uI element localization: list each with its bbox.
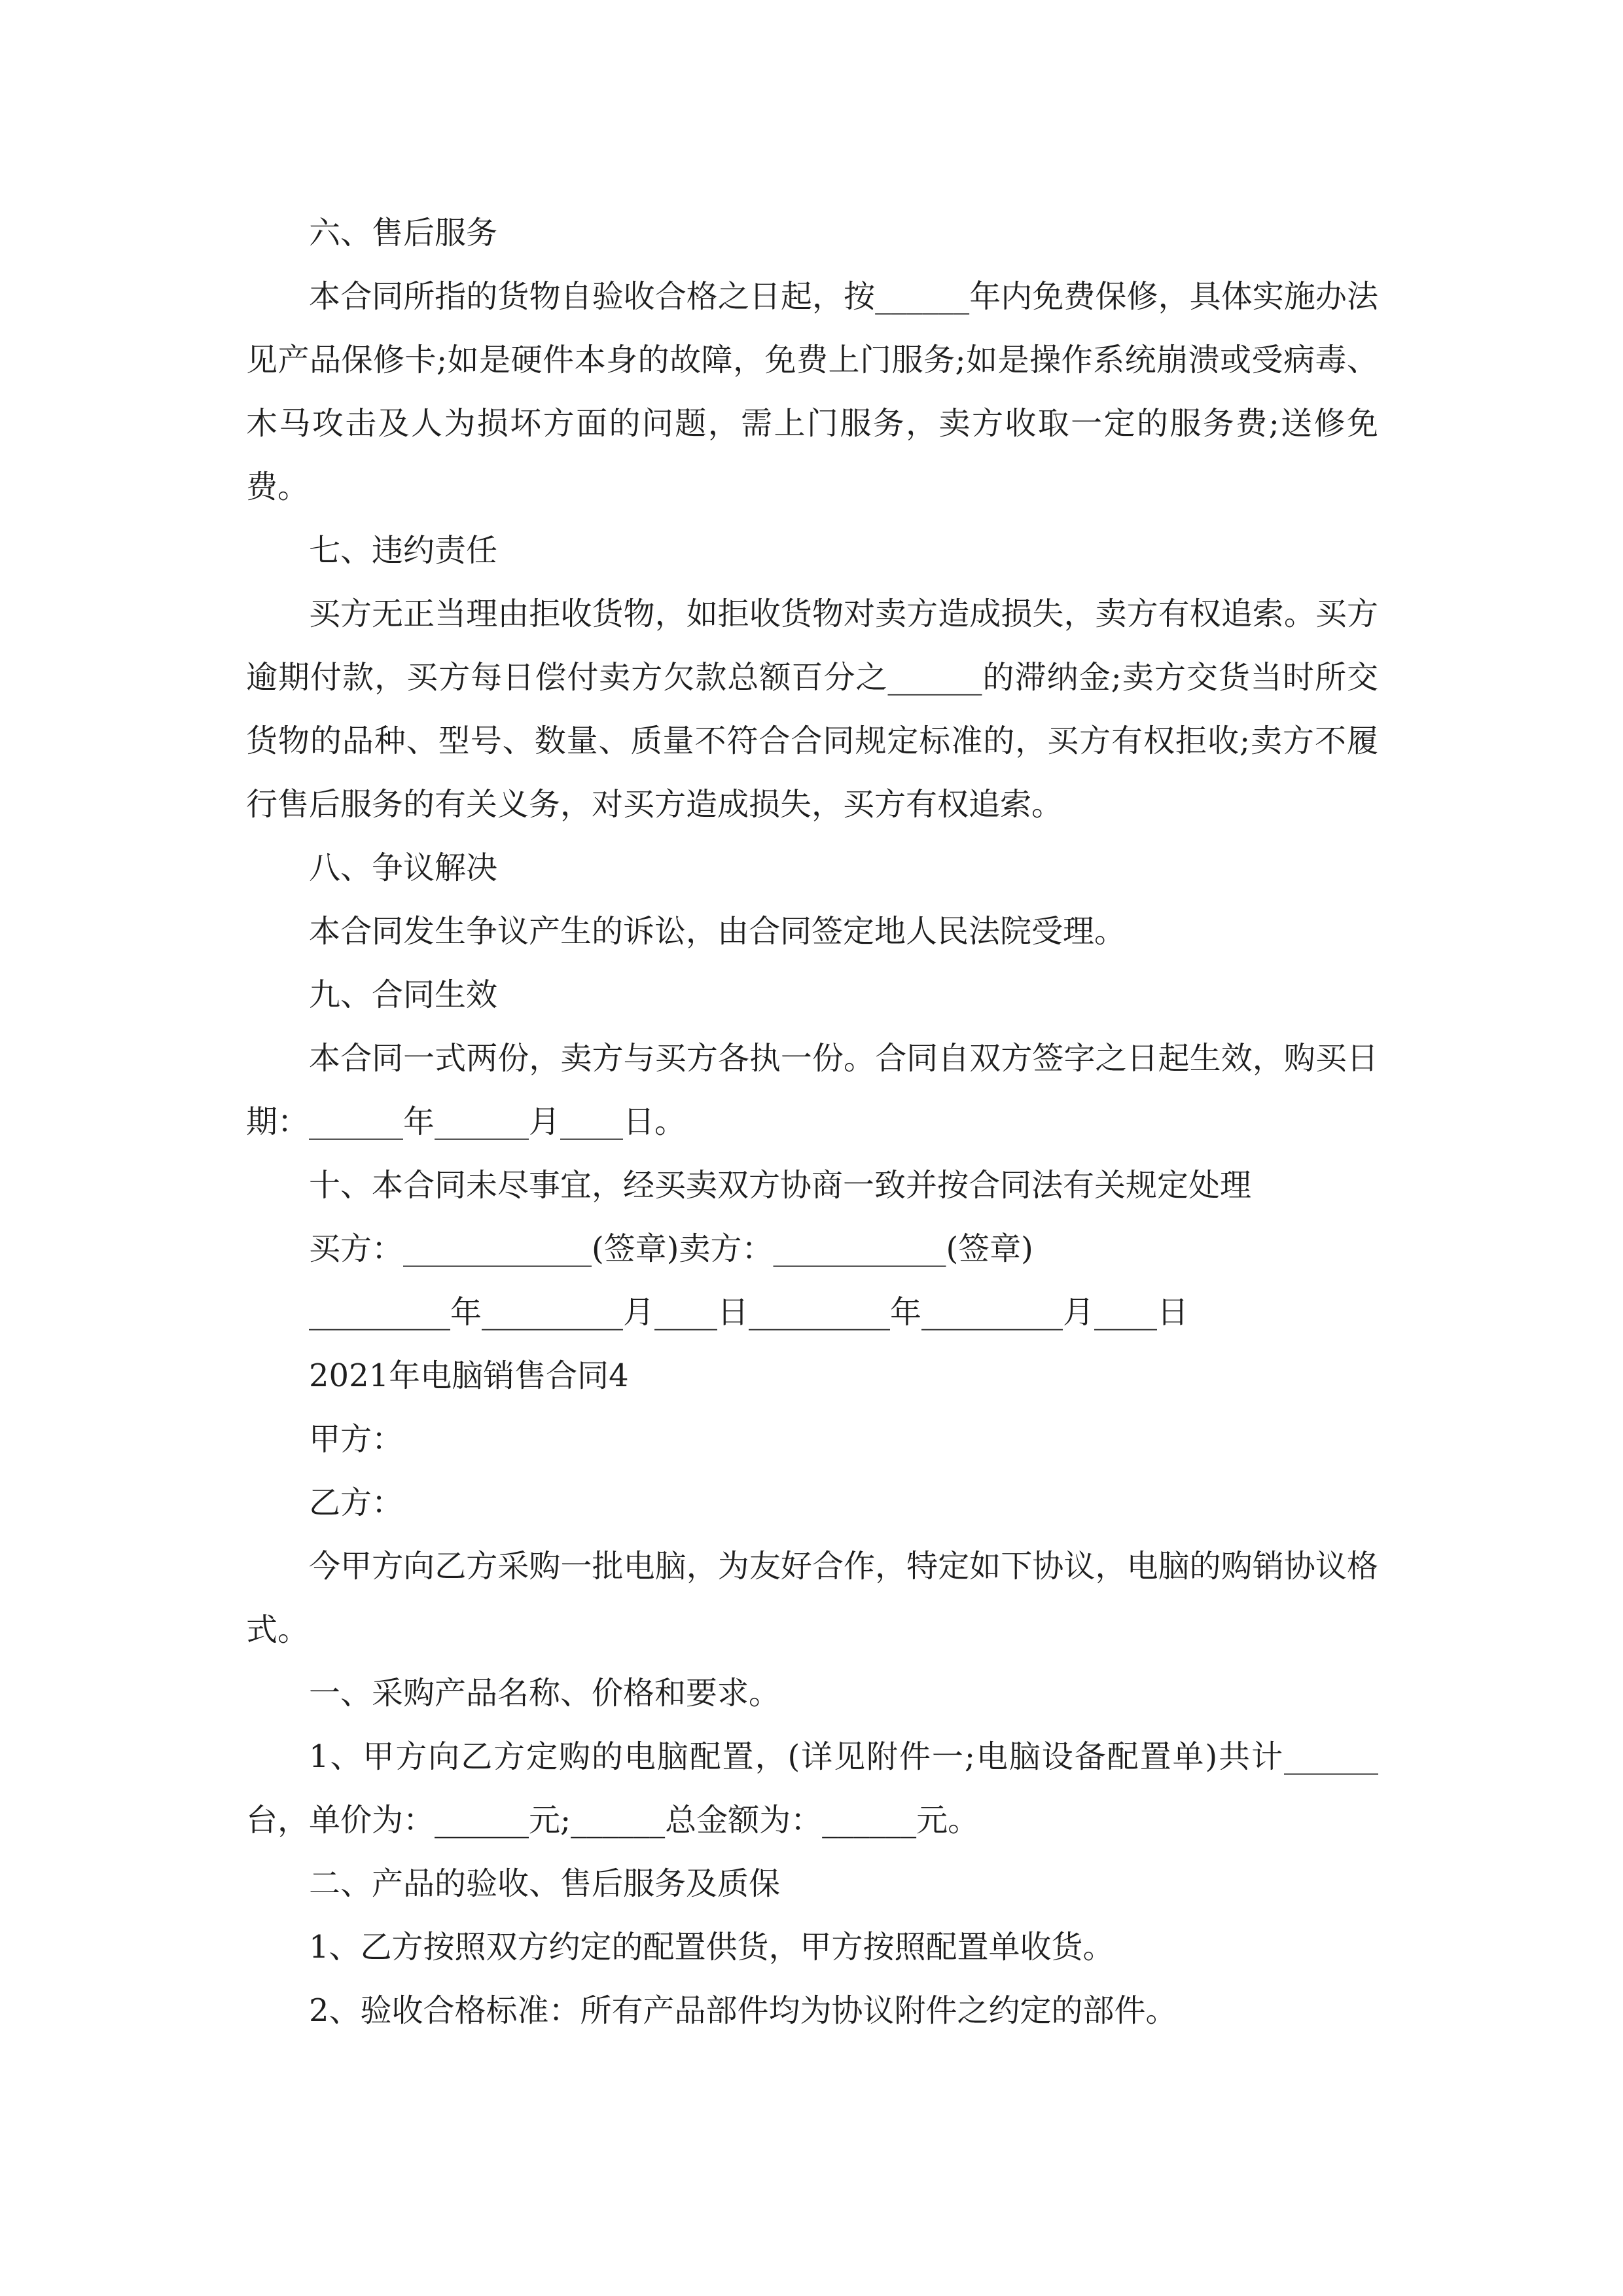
section-heading-acceptance: 二、产品的验收、售后服务及质保 <box>309 1865 781 1902</box>
signature-line: 买方：____________(签章)卖方：___________(签章) <box>309 1230 1033 1267</box>
paragraph-after-sales-terms: 本合同所指的货物自验收合格之日起，按______年内免费保修，具体实施办法见产品保修卡;如是硬件本身的故障，免费上门服务;如是操作系统崩溃或受病毒、木马攻击及人为损坏方面的问题，需上门服务，卖方收取一定的服务费;送修免费。 <box>246 278 1378 505</box>
paragraph-product-order: 1、甲方向乙方定购的电脑配置，(详见附件一;电脑设备配置单)共计______台，单价为：______元;______总金额为：______元。 <box>246 1738 1378 1839</box>
paragraph-acceptance-standard: 2、验收合格标准：所有产品部件均为协议附件之约定的部件。 <box>309 1992 1177 2029</box>
section-heading-dispute: 八、争议解决 <box>309 850 498 886</box>
party-a-label: 甲方： <box>309 1421 404 1458</box>
section-heading-products: 一、采购产品名称、价格和要求。 <box>309 1675 781 1712</box>
paragraph-acceptance-supply: 1、乙方按照双方约定的配置供货，甲方按照配置单收货。 <box>309 1929 1115 1965</box>
paragraph-unresolved-matters: 十、本合同未尽事宜，经买卖双方协商一致并按合同法有关规定处理 <box>309 1167 1252 1204</box>
section-heading-breach: 七、违约责任 <box>309 532 498 569</box>
paragraph-preamble: 今甲方向乙方采购一批电脑，为友好合作，特定如下协议，电脑的购销协议格式。 <box>246 1548 1378 1648</box>
party-b-label: 乙方： <box>309 1484 404 1521</box>
paragraph-effective-terms: 本合同一式两份，卖方与买方各执一份。合同自双方签字之日起生效，购买日期：______年______月____日。 <box>246 1040 1378 1140</box>
section-heading-effective: 九、合同生效 <box>309 977 498 1013</box>
signature-date-line: _________年_________月____日_________年_________月____日 <box>309 1294 1189 1331</box>
section-heading-after-sales: 六、售后服务 <box>309 215 498 251</box>
contract-title: 2021年电脑销售合同4 <box>309 1357 629 1394</box>
paragraph-dispute-terms: 本合同发生争议产生的诉讼，由合同签定地人民法院受理。 <box>309 913 1126 950</box>
paragraph-breach-terms: 买方无正当理由拒收货物，如拒收货物对卖方造成损失，卖方有权追索。买方逾期付款，买方每日偿付卖方欠款总额百分之______的滞纳金;卖方交货当时所交货物的品种、型号、数量、质量不符合合同规定标准的，买方有权拒收;卖方不履行售后服务的有关义务，对买方造成损失，买方有权追索。 <box>246 596 1378 823</box>
document-body <box>246 202 1378 2043</box>
